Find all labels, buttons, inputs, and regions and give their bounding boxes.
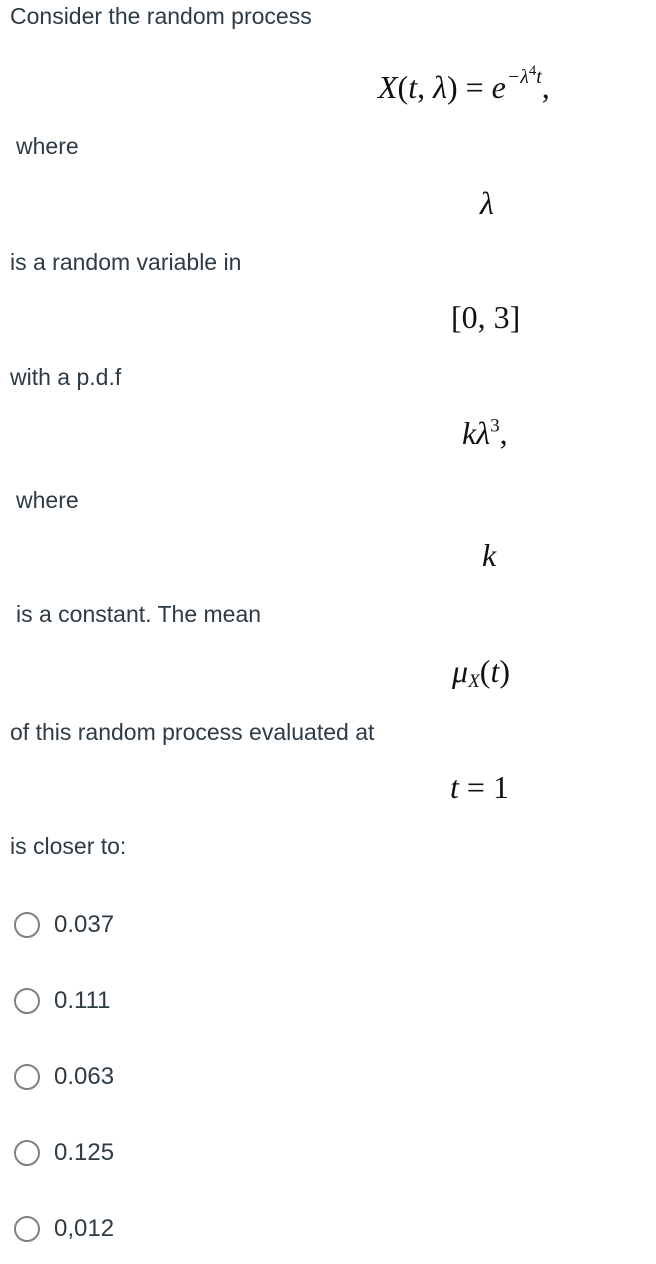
evaluated-text: of this random process evaluated at (10, 719, 375, 745)
process-equation: X(t, $\lambda) = e^{-\lambda^4t}$, (378, 62, 550, 105)
option-label: 0.037 (54, 911, 115, 938)
answer-option-4[interactable] (14, 1136, 114, 1170)
lambda-symbol: λ (480, 185, 494, 221)
interval-expression: [0, 3] (451, 299, 521, 335)
radio-button-icon[interactable] (14, 1140, 40, 1166)
where-label-2: where (16, 487, 79, 513)
answer-option-5[interactable] (14, 1212, 114, 1246)
pdf-text: with a p.d.f (10, 364, 122, 390)
option-label: 0,012 (54, 1215, 115, 1242)
option-label: 0.125 (54, 1139, 115, 1166)
k-symbol: k (482, 537, 497, 573)
answer-option-3[interactable] (14, 1060, 114, 1094)
question-intro: Consider the random process (10, 3, 312, 29)
closer-text: is closer to: (10, 833, 127, 859)
pdf-expression: $k\lambda^3$, (462, 415, 508, 451)
answer-option-1[interactable] (14, 908, 114, 942)
answer-option-2[interactable] (14, 984, 111, 1018)
random-variable-text: is a random variable in (10, 249, 242, 275)
constant-text: is a constant. The mean (16, 601, 262, 627)
option-label: 0.063 (54, 1063, 115, 1090)
radio-button-icon[interactable] (14, 1064, 40, 1090)
radio-button-icon[interactable] (14, 912, 40, 938)
radio-button-icon[interactable] (14, 1216, 40, 1242)
where-label-1: where (16, 133, 79, 159)
radio-button-icon[interactable] (14, 988, 40, 1014)
t-value-expression: t = 1 (450, 769, 509, 805)
option-label: 0.111 (54, 987, 111, 1014)
mean-expression: $\mu_X(t)$ (452, 653, 510, 692)
